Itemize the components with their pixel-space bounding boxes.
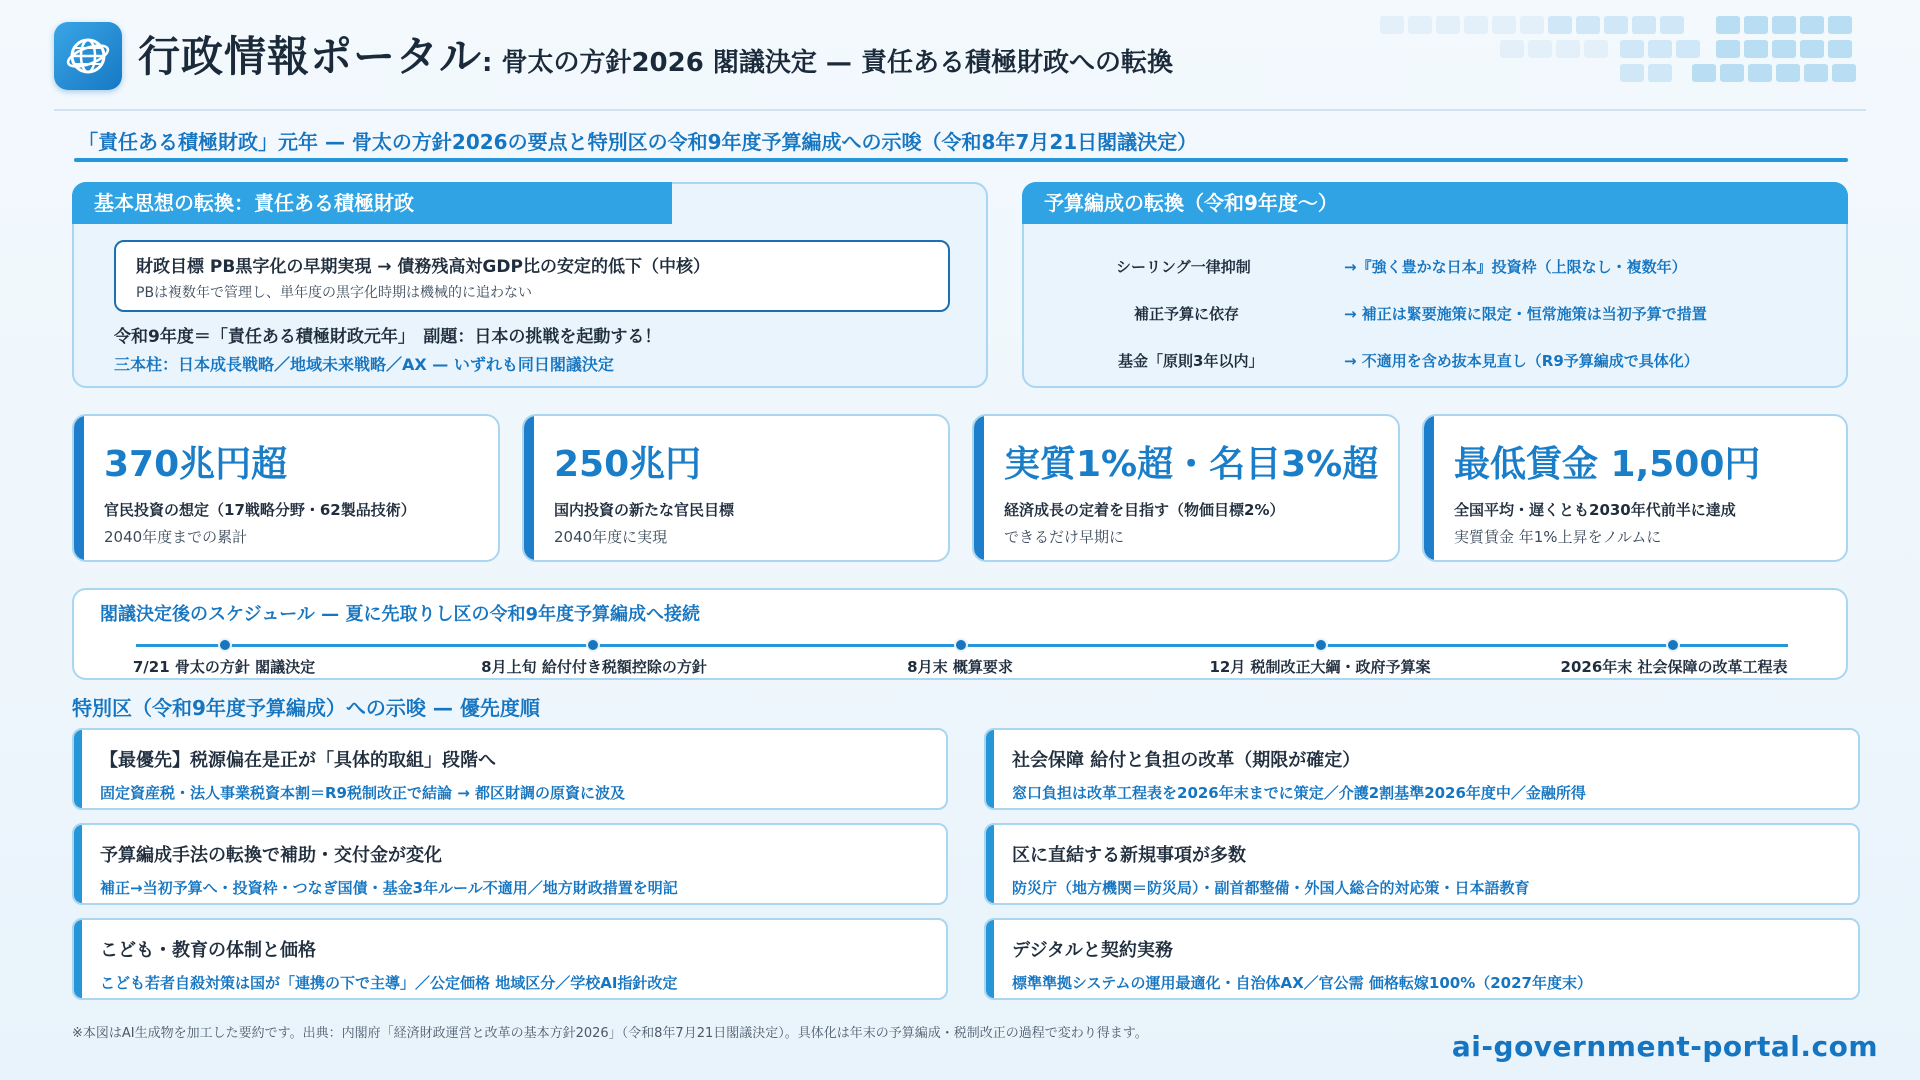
card-accent-bar bbox=[974, 416, 984, 560]
timeline-dot bbox=[586, 638, 600, 652]
schedule-timeline bbox=[72, 588, 1848, 680]
implication-item bbox=[72, 918, 948, 1000]
timeline-label: 8月末 概算要求 bbox=[907, 658, 1013, 676]
card-accent-bar bbox=[74, 416, 84, 560]
implication-item bbox=[984, 918, 1860, 1000]
page-headline: : 骨太の方針2026 閣議決定 — 責任ある積極財政への転換 bbox=[482, 48, 1173, 78]
globe-icon bbox=[66, 34, 110, 78]
implication-detail: 標準準拠システムの運用最適化・自治体AX／官公需 価格転嫁100%（2027年度末） bbox=[1012, 974, 1592, 992]
implication-detail: 窓口負担は改革工程表を2026年末までに策定／介護2割基準2026年度中／金融所得 bbox=[1012, 784, 1586, 802]
subtitle-underline bbox=[74, 158, 1848, 162]
fiscal-target-box bbox=[114, 240, 950, 312]
fiscal-target-title: 財政目標 PB黒字化の早期実現 → 債務残高対GDP比の安定的低下（中核） bbox=[136, 257, 710, 277]
stat-label: 国内投資の新たな官民目標 bbox=[554, 501, 735, 519]
timeline-label: 8月上旬 給付付き税額控除の方針 bbox=[481, 658, 707, 676]
budget-row-to: →『強く豊かな日本』投資枠（上限なし・複数年） bbox=[1344, 258, 1687, 276]
implication-title: こども・教育の体制と価格 bbox=[100, 940, 316, 961]
page-title bbox=[138, 24, 1173, 84]
stat-label: 経済成長の定着を目指す（物価目標2%） bbox=[1004, 501, 1285, 519]
implication-detail: 防災庁（地方機関＝防災局）・副首都整備・外国人総合的対応策・日本語教育 bbox=[1012, 879, 1530, 897]
timeline-label: 12月 税制改正大綱・政府予算案 bbox=[1209, 658, 1431, 676]
timeline-dot bbox=[954, 638, 968, 652]
stat-card bbox=[522, 414, 950, 562]
item-accent-bar bbox=[986, 825, 994, 903]
item-accent-bar bbox=[986, 730, 994, 808]
portal-logo[interactable] bbox=[54, 22, 122, 90]
header-divider bbox=[54, 109, 1866, 111]
source-footnote: ※本図はAI生成物を加工した要約です。出典：内閣府「経済財政運営と改革の基本方針2026」（令和8年7月21日閣議決定）。具体化は年末の予算編成・税制改正の過程で変わり得ます。 bbox=[72, 1026, 1148, 1041]
timeline-label: 7/21 骨太の方針 閣議決定 bbox=[132, 658, 316, 676]
implication-detail: 固定資産税・法人事業税資本割＝R9税制改正で結論 → 都区財調の原資に波及 bbox=[100, 784, 626, 802]
site-domain-link[interactable]: ai-government-portal.com bbox=[1451, 1030, 1878, 1063]
schedule-heading: 閣議決定後のスケジュール — 夏に先取りし区の令和9年度予算編成へ接続 bbox=[100, 604, 700, 625]
implication-item bbox=[984, 823, 1860, 905]
item-accent-bar bbox=[74, 920, 82, 998]
budget-row-to: → 補正は緊要施策に限定・恒常施策は当初予算で措置 bbox=[1344, 305, 1707, 323]
implication-item bbox=[72, 823, 948, 905]
budget-panel bbox=[1022, 182, 1848, 388]
implication-title: 予算編成手法の転換で補助・交付金が変化 bbox=[100, 845, 442, 866]
implication-title: 【最優先】税源偏在是正が「具体的取組」段階へ bbox=[100, 750, 496, 771]
implication-item bbox=[72, 728, 948, 810]
timeline-label: 2026年末 社会保障の改革工程表 bbox=[1560, 658, 1788, 676]
stat-note: 2040年度に実現 bbox=[554, 528, 668, 546]
stat-note: 2040年度までの累計 bbox=[104, 528, 248, 546]
stat-note: できるだけ早期に bbox=[1004, 528, 1125, 546]
implication-detail: こども若者自殺対策は国が「連携の下で主導」／公定価格 地域区分／学校AI指針改定 bbox=[100, 974, 678, 992]
stat-label: 全国平均・遅くとも2030年代前半に達成 bbox=[1454, 501, 1736, 519]
item-accent-bar bbox=[74, 730, 82, 808]
budget-row-from: 基金「原則3年以内」 bbox=[1118, 352, 1264, 370]
fiscal-target-note: PBは複数年で管理し、単年度の黒字化時期は機械的に追わない bbox=[136, 285, 533, 301]
stat-value: 370兆円超 bbox=[104, 444, 288, 485]
page-subtitle: 「責任ある積極財政」元年 — 骨太の方針2026の要点と特別区の令和9年度予算編成への示唆（令和8年7月21日閣議決定） bbox=[78, 130, 1198, 154]
three-pillars-line: 三本柱：日本成長戦略／地域未来戦略／AX — いずれも同日閣議決定 bbox=[114, 355, 614, 374]
implication-detail: 補正→当初予算へ・投資枠・つなぎ国債・基金3年ルール不適用／地方財政措置を明記 bbox=[100, 879, 678, 897]
stat-card bbox=[972, 414, 1400, 562]
philosophy-panel bbox=[72, 182, 988, 388]
stat-value: 実質1%超・名目3%超 bbox=[1004, 444, 1379, 485]
stat-value: 250兆円 bbox=[554, 444, 702, 485]
stat-card bbox=[1422, 414, 1848, 562]
timeline-dot bbox=[1666, 638, 1680, 652]
timeline-dot bbox=[1314, 638, 1328, 652]
fiscal-year-line: 令和9年度＝「責任ある積極財政元年」 副題：日本の挑戦を起動する！ bbox=[114, 327, 662, 347]
card-accent-bar bbox=[1424, 416, 1434, 560]
stat-note: 実質賃金 年1%上昇をノルムに bbox=[1454, 528, 1662, 546]
budget-row-from: シーリング一律抑制 bbox=[1116, 258, 1251, 276]
stat-value: 最低賃金 1,500円 bbox=[1454, 444, 1761, 485]
philosophy-heading: 基本思想の転換：責任ある積極財政 bbox=[72, 182, 672, 224]
item-accent-bar bbox=[986, 920, 994, 998]
implications-heading: 特別区（令和9年度予算編成）への示唆 — 優先度順 bbox=[72, 696, 540, 720]
decorative-tiles bbox=[1380, 16, 1860, 90]
implication-item bbox=[984, 728, 1860, 810]
implication-title: 区に直結する新規事項が多数 bbox=[1012, 845, 1246, 866]
stat-label: 官民投資の想定（17戦略分野・62製品技術） bbox=[104, 501, 416, 519]
budget-heading: 予算編成の転換（令和9年度〜） bbox=[1022, 182, 1848, 224]
timeline-dot bbox=[218, 638, 232, 652]
item-accent-bar bbox=[74, 825, 82, 903]
budget-row-to: → 不適用を含め抜本見直し（R9予算編成で具体化） bbox=[1344, 352, 1699, 370]
stat-card bbox=[72, 414, 500, 562]
card-accent-bar bbox=[524, 416, 534, 560]
implication-title: デジタルと契約実務 bbox=[1012, 940, 1173, 961]
implication-title: 社会保障 給付と負担の改革（期限が確定） bbox=[1012, 750, 1361, 771]
budget-row-from: 補正予算に依存 bbox=[1134, 305, 1240, 323]
brand-name: 行政情報ポータル bbox=[138, 32, 483, 81]
